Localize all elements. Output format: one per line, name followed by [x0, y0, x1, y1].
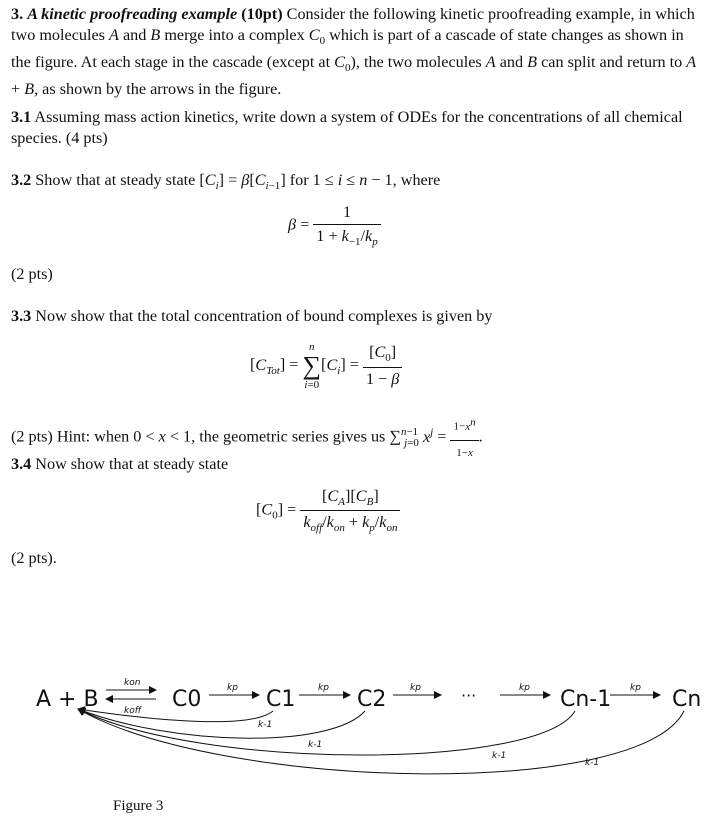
- label-kon: kon: [124, 678, 141, 688]
- question-3-3: 3.3 Now show that the total concentration of bound complexes is given by: [11, 307, 493, 325]
- equation-ctot: $[C_{Tot}]$ = n ∑ i=0 $[C_i]$ = $\frac{[C_0]}{1 - \beta}$: [250, 340, 402, 392]
- question-label: 3.3: [11, 307, 32, 325]
- label-k-1: k-1: [308, 740, 323, 750]
- label-kp: kp: [630, 683, 641, 693]
- label-koff: koff: [124, 706, 142, 716]
- question-label: 3.1: [11, 108, 32, 126]
- label-k-1: k-1: [585, 758, 600, 768]
- label-kp: kp: [519, 683, 530, 693]
- question-3-2: 3.2 Show that at steady state $[C_i] = \beta[C_{i-1}]$ for 1 ≤ i ≤ n − 1, where: [11, 171, 441, 193]
- node-cn-1: Cn-1: [560, 687, 612, 712]
- figure-caption: Figure 3: [113, 798, 164, 814]
- label-k-1: k-1: [258, 720, 273, 730]
- q32-points: (2 pts): [11, 265, 53, 283]
- arrow-return-cn-1: [78, 709, 575, 755]
- label-kp: kp: [318, 683, 329, 693]
- arrow-return-c2: [78, 709, 365, 738]
- question-label: 3.4: [11, 455, 32, 473]
- question-3-1: 3.1 Assuming mass action kinetics, write down a system of ODEs for the concentrations of all chemical species. (4 pts): [11, 108, 683, 147]
- q33-hint: (2 pts) Hint: when 0 < x < 1, the geometric series gives us ∑$^{n-1}_{j=0}$ $x^j$ = $\frac{1-x^n}{1-x}$ .: [11, 412, 701, 464]
- q34-points: (2 pts).: [11, 549, 57, 567]
- label-k-1: k-1: [492, 751, 507, 761]
- node-c1: C1: [266, 687, 296, 712]
- problem-statement: 3. A kinetic proofreading example (10pt) Consider the following kinetic proofreading example, in which two molecules A and B merge into a complex $C_0$ which is part of a cascade of state changes as shown in the figure. At each stage in the cascade (except at $C_0$), the two molecules A and B can split and return to A + B, as shown by the arrows in the figure.: [11, 5, 697, 99]
- node-cn: Cn: [672, 687, 702, 712]
- problem-points: (10pt): [241, 5, 283, 23]
- node-c2: C2: [357, 687, 387, 712]
- problem-number: 3.: [11, 5, 24, 23]
- question-label: 3.2: [11, 171, 32, 189]
- equation-beta: β = $\frac{1}{1 + k_{-1}/k_p}$: [288, 203, 381, 248]
- equation-c0: $[C_0]$ = $\frac{[C_A][C_B]}{k_{off}/k_{on} + k_p/k_{on}}$: [256, 487, 400, 534]
- node-ellipsis: ···: [461, 686, 477, 705]
- node-c0: C0: [172, 687, 202, 712]
- label-kp: kp: [410, 683, 421, 693]
- figure-reactants: A + B: [36, 687, 99, 712]
- problem-title: A kinetic proofreading example: [27, 5, 238, 23]
- label-kp: kp: [227, 683, 238, 693]
- question-3-4: 3.4 Now show that at steady state: [11, 455, 229, 473]
